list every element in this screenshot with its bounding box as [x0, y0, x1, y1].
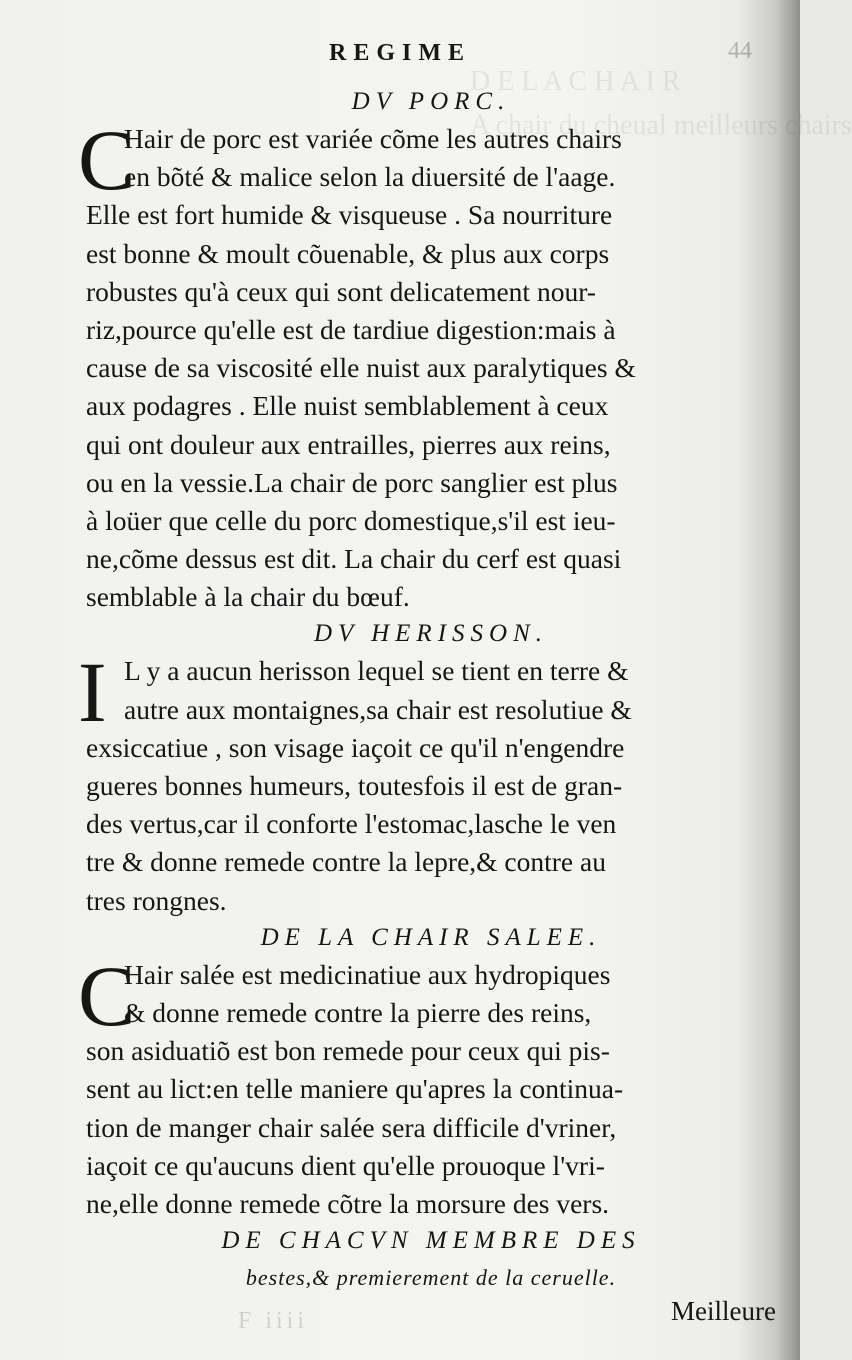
paragraph-porc — [78, 112, 776, 616]
text-line: iaçoit ce qu'aucuns dient qu'elle prouoque l'vri- — [86, 1149, 605, 1181]
text-line: tres rongnes. — [86, 884, 227, 916]
text-line: autre aux montaignes,sa chair est resolutiue & — [124, 693, 632, 725]
text-line: semblable à la chair du bœuf. — [86, 581, 410, 613]
section-heading-herisson: DV HERISSON. — [313, 620, 549, 648]
dropcap: C — [78, 947, 136, 1044]
text-line: riz,pource qu'elle est de tardiue digestion:mais à — [86, 313, 616, 345]
section-heading-porc: DV PORC. — [351, 88, 511, 115]
text-line: L y a aucun herisson lequel se tient en terre & — [124, 655, 629, 687]
text-line: tion de manger chair salée sera difficile d'vriner, — [86, 1111, 617, 1143]
section-subheading-ceruelle: bestes,& premierement de la ceruelle. — [245, 1265, 617, 1291]
text-line: Hair salée est medicinatiue aux hydropiques — [124, 958, 611, 990]
text-line: en bõté & malice selon la diuersité de l'aage. — [124, 161, 616, 193]
text-line: Hair de porc est variée cõme les autres chairs — [124, 123, 622, 154]
show-through-text: D E L A C H A I R A chair du cheual meilleurs chairs — [470, 66, 852, 141]
dropcap: C — [78, 112, 136, 208]
section-heading-chair-salee: DE LA CHAIR SALEE. — [260, 923, 602, 951]
text-line: Elle est fort humide & visqueuse . Sa nourriture — [86, 199, 613, 231]
text-line: ou en la vessie.La chair de porc sanglier est plus — [86, 466, 618, 498]
page-number: 44 — [728, 38, 752, 64]
catchword: Meilleure — [671, 1296, 776, 1326]
section-heading-membres: DE CHACVN MEMBRE DES — [221, 1227, 641, 1255]
text-line: des vertus,car il conforte l'estomac,lasche le ven — [86, 808, 617, 840]
text-line: son asiduatiõ est bon remede pour ceux qui pis- — [86, 1035, 610, 1067]
dropcap: I — [78, 644, 107, 741]
text-line: aux podagres . Elle nuist semblablement à ceux — [86, 390, 609, 422]
text-line: gueres bonnes humeurs, toutesfois il est de gran- — [86, 770, 623, 801]
text-line: & donne remede contre la pierre des reins, — [124, 996, 592, 1028]
text-line: ne,elle donne remede cõtre la morsure des vers. — [86, 1187, 610, 1219]
text-block — [78, 84, 776, 1297]
paragraph-herisson — [78, 644, 776, 919]
text-line: cause de sa viscosité elle nuist aux paralytiques & — [86, 352, 636, 384]
text-line: ne,cõme dessus est dit. La chair du cerf est quasi — [86, 543, 622, 575]
paragraph-chair-salee — [78, 947, 776, 1223]
text-line: est bonne & moult cõuenable, & plus aux corps — [86, 237, 610, 269]
text-line: tre & donne remede contre la lepre,& contre au — [86, 846, 606, 878]
text-line: qui ont douleur aux entrailles, pierres aux reins, — [86, 428, 611, 460]
text-line: à loüer que celle du porc domestique,s'il est ieu- — [86, 504, 616, 536]
text-line: exsiccatiue , son visage iaçoit ce qu'il n'engendre — [86, 731, 625, 763]
running-head: REGIME — [328, 40, 471, 66]
text-line: robustes qu'à ceux qui sont delicatement nour- — [86, 275, 596, 307]
text-line: sent au lict:en telle maniere qu'apres la continua- — [86, 1073, 624, 1105]
signature-mark: F iiii — [238, 1308, 309, 1334]
